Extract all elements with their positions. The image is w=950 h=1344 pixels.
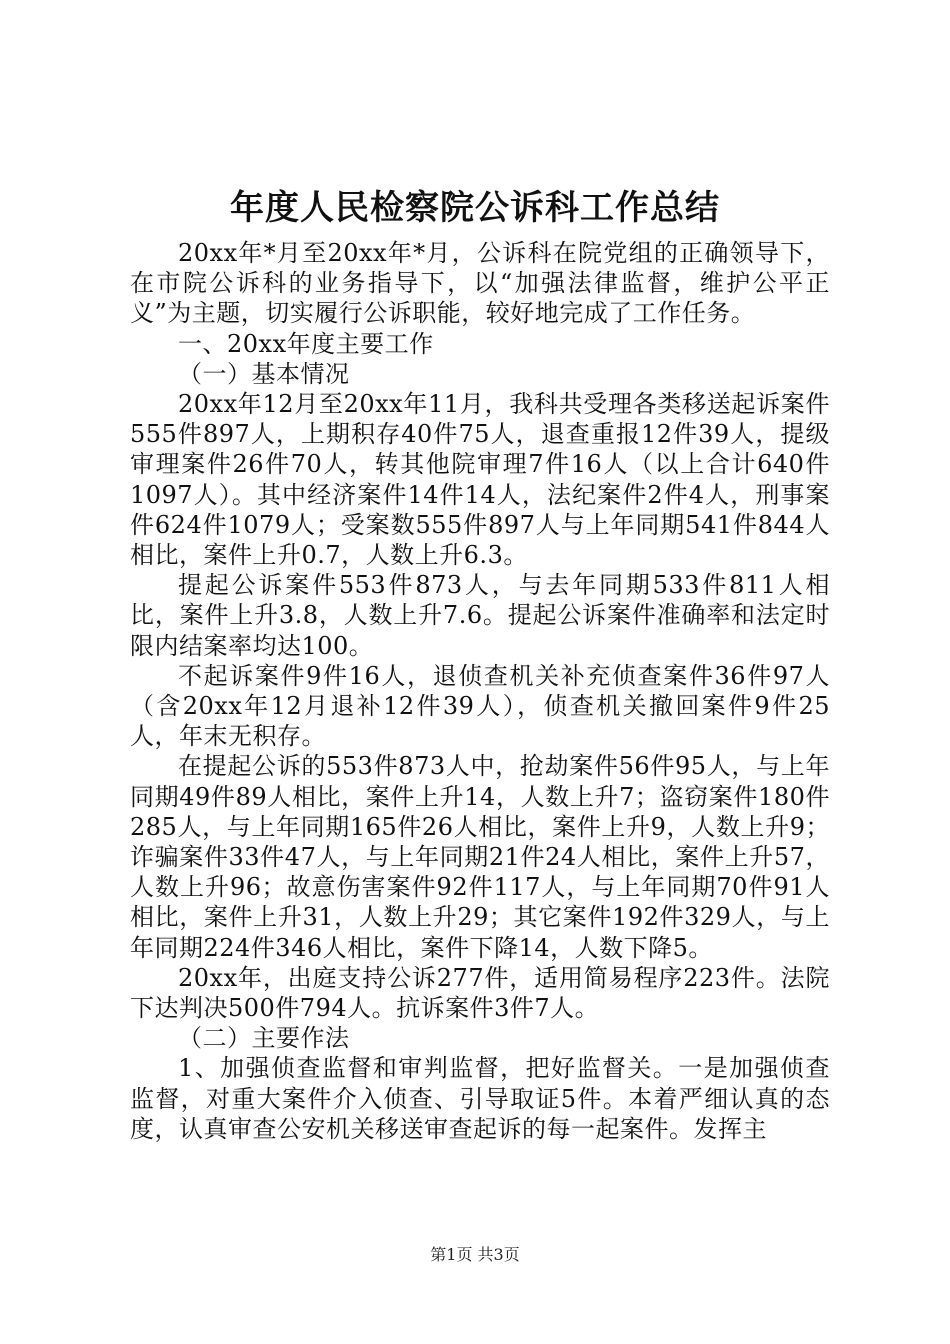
subsection-heading: （一）基本情况 — [178, 359, 350, 388]
paragraph-non-prosecution: 不起诉案件9件16人，退侦查机关补充侦查案件36件97人（含20xx年12月退补12件39人），侦查机关撤回案件9件25人，年末无积存。 — [130, 661, 830, 751]
section-heading: 一、20xx年度主要工作 — [178, 329, 434, 358]
document-body — [130, 238, 830, 1144]
paragraph-court: 20xx年，出庭支持公诉277件，适用简易程序223件。法院下达判决500件794人。抗诉案件3件7人。 — [130, 963, 830, 1023]
document-title: 年度人民检察院公诉科工作总结 — [230, 188, 720, 228]
paragraph-practice: 1、加强侦查监督和审判监督，把好监督关。一是加强侦查监督，对重大案件介入侦查、引导取证5件。本着严细认真的态度，认真审查公安机关移送审查起诉的每一起案件。发挥主 — [130, 1054, 830, 1143]
paragraph-intro: 20xx年*月至20xx年*月，公诉科在院党组的正确领导下，在市院公诉科的业务指导下，以“加强法律监督，维护公平正义”为主题，切实履行公诉职能，较好地完成了工作任务。 — [130, 239, 830, 328]
paragraph-case-summary: 20xx年12月至20xx年11月，我科共受理各类移送起诉案件555件897人，上期积存40件75人，退查重报12件39人，提级审理案件26件70人，转其他院审理7件16人（以上合计640件1097人）。其中经济案件14件14人，法纪案件2件4人，刑事案件624件1079人；受案数555件897人与上年同期541件844人相比，案件上升0.7，人数上升6.3。 — [130, 390, 830, 570]
page-footer: 第1页 共3页 — [430, 1245, 520, 1264]
paragraph-prosecution: 提起公诉案件553件873人，与去年同期533件811人相比，案件上升3.8，人数上升7.6。提起公诉案件准确率和法定时限内结案率均达100。 — [130, 571, 830, 660]
paragraph-case-types: 在提起公诉的553件873人中，抢劫案件56件95人，与上年同期49件89人相比，案件上升14，人数上升7；盗窃案件180件285人，与上年同期165件26人相比，案件上升9，人数上升9；诈骗案件33件47人，与上年同期21件24人相比，案件上升57，人数上升96；故意伤害案件92件117人，与上年同期70件91人相比，案件上升31，人数上升29；其它案件192件329人，与上年同期224件346人相比，案件下降14，人数下降5。 — [130, 752, 830, 962]
subsection-heading: （二）主要作法 — [178, 1024, 350, 1053]
